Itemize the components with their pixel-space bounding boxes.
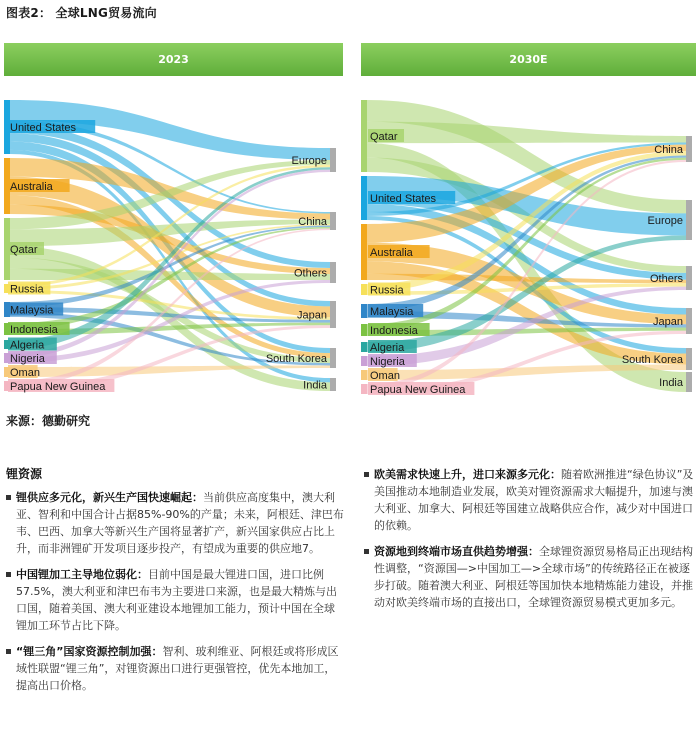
- exporter-label-oman: Oman: [10, 367, 40, 379]
- exporter-label-united-states: United States: [370, 193, 437, 205]
- text-column-right: [364, 466, 694, 620]
- exporter-label-australia: Australia: [370, 247, 413, 259]
- importer-node-others: [330, 262, 336, 283]
- importer-node-others: [686, 266, 692, 290]
- exporter-label-qatar: Qatar: [10, 244, 38, 256]
- exporter-label-united-states: United States: [10, 122, 77, 134]
- importer-node-europe: [686, 200, 692, 240]
- exporter-node-malaysia: [361, 304, 367, 318]
- exporter-node-oman: [361, 370, 367, 380]
- exporter-label-russia: Russia: [10, 283, 44, 296]
- exporter-node-algeria: [361, 342, 367, 352]
- text-column-left: [6, 466, 344, 703]
- lng-sankey-diagram: [0, 80, 700, 400]
- importer-label-europe: Europe: [647, 215, 683, 227]
- bullet-direct-supply: 资源地到终端市场直供趋势增强：全球锂资源贸易格局正出现结构性调整，“资源国—>中国加工—>全球市场”的传统路径正在被逐步打破。随着澳大利亚、阿根廷等国加快本地精炼能力建设，并推动对欧美终端市场的直接出口，全球锂资源贸易模式更加多元。: [364, 543, 694, 611]
- source-note: 来源：德勤研究: [6, 414, 91, 428]
- exporter-label-qatar: Qatar: [370, 131, 398, 143]
- exporter-node-indonesia: [361, 324, 367, 336]
- exporter-label-algeria: Algeria: [10, 339, 45, 352]
- exporter-label-oman: Oman: [370, 370, 400, 382]
- sankey-panel-2030E: [361, 100, 692, 396]
- exporter-label-nigeria: Nigeria: [10, 353, 45, 365]
- bullet-supply-diversification: 锂供应多元化，新兴生产国快速崛起：当前供应高度集中，澳大利亚、智利和中国合计占据85%-90%的产量；未来，阿根廷、津巴布韦、巴西、加拿大等新兴生产国将显著扩产，新兴国家供应占比上升，而非洲锂矿开发项目逐步投产，有望成为重要的供应地7。: [6, 489, 344, 557]
- importer-label-south-korea: South Korea: [265, 353, 327, 365]
- importer-node-india: [330, 378, 336, 391]
- importer-label-japan: Japan: [653, 316, 683, 328]
- exporter-label-nigeria: Nigeria: [370, 356, 405, 368]
- importer-node-europe: [330, 148, 336, 172]
- exporter-label-indonesia: Indonesia: [10, 324, 58, 336]
- exporter-label-algeria: Algeria: [370, 342, 405, 354]
- exporter-label-papua-new-guinea: Papua New Guinea: [370, 384, 466, 396]
- importer-node-japan: [330, 301, 336, 328]
- importer-label-others: Others: [293, 267, 327, 280]
- exporter-node-papua-new-guinea: [361, 384, 367, 394]
- exporter-label-papua-new-guinea: Papua New Guinea: [10, 381, 106, 393]
- importer-label-others: Others: [649, 273, 683, 285]
- importer-node-india: [686, 372, 692, 392]
- section-heading: 锂资源: [6, 467, 43, 481]
- panel-header-2030e: 2030E: [361, 43, 696, 76]
- bullet-china-processing: 中国锂加工主导地位弱化：目前中国是最大锂进口国，进口比例57.5%，澳大利亚和津巴布韦为主要进口来源，也是最大精炼与出口国，随着美国、澳大利亚建设本地锂加工能力，预计中国在全球锂加工环节占比下降。: [6, 566, 344, 634]
- exporter-node-russia: [361, 284, 367, 295]
- importer-node-china: [330, 212, 336, 230]
- importer-label-china: China: [654, 144, 683, 156]
- panel-header-2023: 2023: [4, 43, 343, 76]
- importer-node-south-korea: [686, 348, 692, 370]
- exporter-node-qatar: [361, 100, 367, 172]
- importer-label-india: India: [303, 379, 327, 392]
- sankey-panel-2023: [4, 100, 336, 393]
- exporter-node-australia: [361, 224, 367, 280]
- importer-node-china: [686, 136, 692, 162]
- figure-title: 图表2： 全球LNG贸易流向: [6, 6, 157, 20]
- importer-node-south-korea: [330, 348, 336, 368]
- importer-label-india: India: [659, 377, 683, 389]
- importer-label-south-korea: South Korea: [621, 354, 683, 366]
- exporter-label-australia: Australia: [10, 181, 53, 193]
- importer-label-china: China: [298, 216, 327, 228]
- importer-label-europe: Europe: [291, 155, 327, 167]
- exporter-node-nigeria: [361, 356, 367, 366]
- importer-label-japan: Japan: [297, 309, 327, 322]
- exporter-label-russia: Russia: [370, 284, 404, 297]
- exporter-label-indonesia: Indonesia: [370, 325, 418, 337]
- exporter-label-malaysia: Malaysia: [10, 304, 54, 317]
- flow-qatar-to-china: [367, 122, 686, 144]
- exporter-node-united-states: [361, 176, 367, 220]
- exporter-label-malaysia: Malaysia: [370, 306, 414, 318]
- importer-node-japan: [686, 308, 692, 334]
- bullet-eu-us-demand: 欧美需求快速上升，进口来源多元化：随着欧洲推进“绿色协议”及美国推动本地制造业发展，欧美对锂资源需求大幅提升，加速与澳大利亚、加拿大、阿根廷等国建立战略供应合作，减少对中国进口的依赖。: [364, 466, 694, 534]
- bullet-lithium-triangle: “锂三角”国家资源控制加强：智利、玻利维亚、阿根廷或将形成区域性联盟“锂三角”，对锂资源出口进行更强管控，优先本地加工，提高出口价格。: [6, 643, 344, 694]
